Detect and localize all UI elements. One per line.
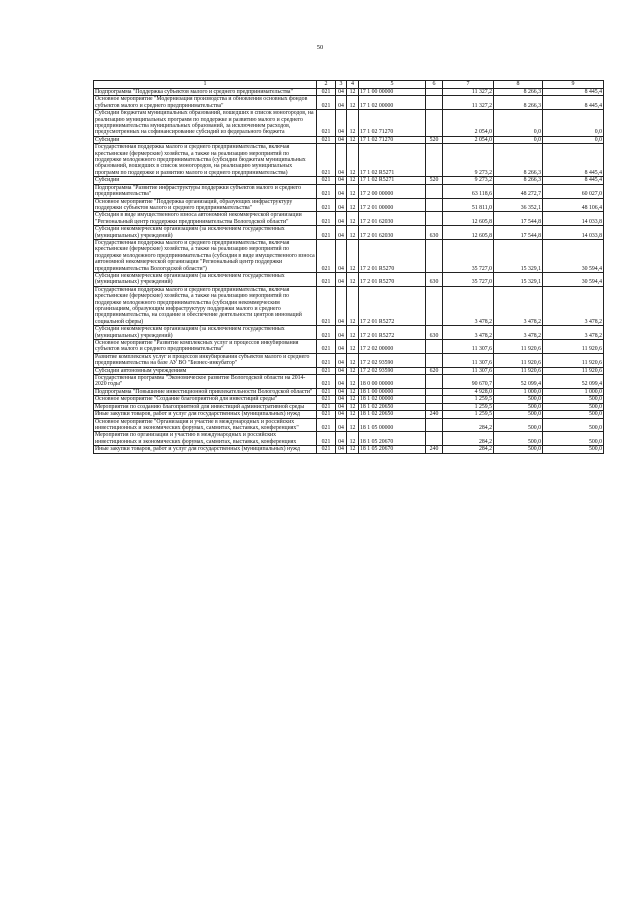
- row-amount-2: 11 920,6: [494, 340, 543, 354]
- row-amount-2: 8 266,3: [494, 96, 543, 110]
- table-row: [94, 375, 604, 389]
- row-amount-2: 0,0: [494, 136, 543, 143]
- table-row: [94, 177, 604, 184]
- row-name: Основное мероприятие "Развитие комплексных услуг и процессов инкубирования субъектов малого и среднего предпринимательства": [94, 340, 317, 354]
- row-amount-2: 17 544,8: [494, 226, 543, 240]
- header-cell: 4: [347, 81, 359, 89]
- row-expense-type: 630: [426, 226, 443, 240]
- row-amount-1: 2 054,0: [443, 136, 494, 143]
- row-amount-2: 15 329,1: [494, 239, 543, 272]
- table-row: [94, 326, 604, 340]
- row-amount-3: 0,0: [543, 110, 604, 137]
- row-expense-type: [426, 198, 443, 212]
- row-subsection: 12: [347, 396, 359, 403]
- table-row: [94, 198, 604, 212]
- row-amount-3: 8 445,4: [543, 96, 604, 110]
- row-admin-code: 021: [317, 212, 336, 226]
- row-subsection: 12: [347, 411, 359, 418]
- row-expense-type: [426, 403, 443, 410]
- row-target-code: 17 2 01 00000: [359, 198, 426, 212]
- row-amount-1: 284,2: [443, 446, 494, 453]
- header-cell: 9: [543, 81, 604, 89]
- row-amount-3: 500,0: [543, 432, 604, 446]
- row-amount-2: 500,0: [494, 418, 543, 432]
- row-amount-3: 500,0: [543, 418, 604, 432]
- row-amount-2: 500,0: [494, 403, 543, 410]
- row-amount-1: 9 273,2: [443, 144, 494, 177]
- row-amount-2: 1 000,0: [494, 388, 543, 395]
- row-subsection: 12: [347, 177, 359, 184]
- row-section: 04: [336, 326, 347, 340]
- row-amount-1: 11 327,2: [443, 96, 494, 110]
- table-row: [94, 396, 604, 403]
- row-amount-1: 284,2: [443, 432, 494, 446]
- table-row: [94, 432, 604, 446]
- row-name: Субсидии: [94, 177, 317, 184]
- row-expense-type: 240: [426, 411, 443, 418]
- row-subsection: 12: [347, 226, 359, 240]
- row-name: Основное мероприятие "Создание благоприятной для инвестиций среды": [94, 396, 317, 403]
- row-name: Подпрограмма "Развитие инфраструктуры поддержки субъектов малого и среднего предпринимательства": [94, 184, 317, 198]
- row-admin-code: 021: [317, 110, 336, 137]
- row-section: 04: [336, 403, 347, 410]
- row-expense-type: [426, 212, 443, 226]
- table-row: [94, 96, 604, 110]
- row-target-code: 17 2 02 93590: [359, 353, 426, 367]
- row-admin-code: 021: [317, 411, 336, 418]
- row-admin-code: 021: [317, 446, 336, 453]
- row-amount-1: 11 307,6: [443, 353, 494, 367]
- row-expense-type: [426, 396, 443, 403]
- row-section: 04: [336, 446, 347, 453]
- row-expense-type: [426, 432, 443, 446]
- row-amount-3: 30 594,4: [543, 239, 604, 272]
- row-expense-type: [426, 340, 443, 354]
- row-admin-code: 021: [317, 326, 336, 340]
- row-subsection: 12: [347, 89, 359, 96]
- row-amount-3: 30 594,4: [543, 272, 604, 286]
- row-target-code: 17 2 01 R5272: [359, 326, 426, 340]
- row-subsection: 12: [347, 446, 359, 453]
- row-amount-1: 9 273,2: [443, 177, 494, 184]
- row-amount-3: 52 099,4: [543, 375, 604, 389]
- row-subsection: 12: [347, 184, 359, 198]
- row-name: Основное мероприятие "Поддержка организаций, образующих инфраструктуру поддержки субъектов малого и среднего предпринимательства": [94, 198, 317, 212]
- row-expense-type: [426, 184, 443, 198]
- row-section: 04: [336, 212, 347, 226]
- row-subsection: 12: [347, 96, 359, 110]
- row-amount-1: 63 118,6: [443, 184, 494, 198]
- row-amount-3: 500,0: [543, 403, 604, 410]
- row-amount-2: 8 266,3: [494, 89, 543, 96]
- row-target-code: 17 1 02 R5271: [359, 177, 426, 184]
- row-target-code: 17 2 01 62030: [359, 212, 426, 226]
- row-admin-code: 021: [317, 144, 336, 177]
- row-expense-type: [426, 110, 443, 137]
- table-body: [94, 89, 604, 454]
- row-subsection: 12: [347, 136, 359, 143]
- row-expense-type: [426, 286, 443, 325]
- row-target-code: 18 1 05 00000: [359, 418, 426, 432]
- row-admin-code: 021: [317, 375, 336, 389]
- row-target-code: 17 2 01 R5270: [359, 272, 426, 286]
- row-admin-code: 021: [317, 96, 336, 110]
- row-subsection: 12: [347, 432, 359, 446]
- row-expense-type: 520: [426, 177, 443, 184]
- row-target-code: 17 1 02 00000: [359, 96, 426, 110]
- row-expense-type: 240: [426, 446, 443, 453]
- row-target-code: 17 1 02 71270: [359, 136, 426, 143]
- row-subsection: 12: [347, 340, 359, 354]
- row-admin-code: 021: [317, 403, 336, 410]
- row-amount-3: 3 478,2: [543, 326, 604, 340]
- table-row: [94, 353, 604, 367]
- row-amount-2: 3 478,2: [494, 326, 543, 340]
- row-amount-1: 12 605,8: [443, 226, 494, 240]
- row-amount-1: 1 259,5: [443, 403, 494, 410]
- row-amount-3: 8 445,4: [543, 89, 604, 96]
- row-amount-3: 0,0: [543, 136, 604, 143]
- row-amount-3: 8 445,4: [543, 144, 604, 177]
- table-row: [94, 212, 604, 226]
- row-section: 04: [336, 340, 347, 354]
- row-amount-1: 1 259,5: [443, 411, 494, 418]
- table-row: [94, 226, 604, 240]
- row-expense-type: 630: [426, 326, 443, 340]
- header-cell: 7: [443, 81, 494, 89]
- row-section: 04: [336, 177, 347, 184]
- row-admin-code: 021: [317, 89, 336, 96]
- row-amount-3: 60 027,0: [543, 184, 604, 198]
- row-expense-type: [426, 353, 443, 367]
- row-amount-1: 4 928,0: [443, 388, 494, 395]
- row-amount-1: 35 727,0: [443, 272, 494, 286]
- row-amount-3: 3 478,2: [543, 286, 604, 325]
- row-amount-3: 14 033,8: [543, 212, 604, 226]
- row-amount-1: 11 327,2: [443, 89, 494, 96]
- row-subsection: 12: [347, 286, 359, 325]
- row-amount-3: 500,0: [543, 396, 604, 403]
- row-section: 04: [336, 226, 347, 240]
- row-amount-3: 500,0: [543, 411, 604, 418]
- row-expense-type: 630: [426, 272, 443, 286]
- row-name: Субсидии некоммерческим организациям (за исключением государственных (муниципальных) учреждений): [94, 326, 317, 340]
- row-admin-code: 021: [317, 286, 336, 325]
- row-name: Субсидии: [94, 136, 317, 143]
- row-section: 04: [336, 353, 347, 367]
- row-expense-type: 520: [426, 136, 443, 143]
- row-amount-1: 35 727,0: [443, 239, 494, 272]
- table-row: [94, 340, 604, 354]
- row-section: 04: [336, 396, 347, 403]
- row-admin-code: 021: [317, 184, 336, 198]
- header-cell: 2: [317, 81, 336, 89]
- row-section: 04: [336, 96, 347, 110]
- row-admin-code: 021: [317, 432, 336, 446]
- row-amount-2: 52 099,4: [494, 375, 543, 389]
- row-amount-1: 12 605,8: [443, 212, 494, 226]
- row-subsection: 12: [347, 418, 359, 432]
- row-subsection: 12: [347, 403, 359, 410]
- row-name: Мероприятия по созданию благоприятной для инвестиций административной среды: [94, 403, 317, 410]
- row-admin-code: 021: [317, 353, 336, 367]
- row-amount-2: 500,0: [494, 411, 543, 418]
- row-expense-type: [426, 239, 443, 272]
- row-amount-2: 36 352,1: [494, 198, 543, 212]
- page-number: 50: [316, 44, 324, 51]
- table-row: [94, 144, 604, 177]
- row-amount-3: 48 106,4: [543, 198, 604, 212]
- header-cell: 8: [494, 81, 543, 89]
- row-amount-3: 1 000,0: [543, 388, 604, 395]
- row-amount-3: 11 920,6: [543, 353, 604, 367]
- row-subsection: 12: [347, 239, 359, 272]
- header-cell: 1: [94, 81, 317, 89]
- table-row: [94, 89, 604, 96]
- row-section: 04: [336, 136, 347, 143]
- row-section: 04: [336, 432, 347, 446]
- row-section: 04: [336, 110, 347, 137]
- row-subsection: 12: [347, 198, 359, 212]
- row-target-code: 18 1 05 20670: [359, 432, 426, 446]
- row-amount-1: 1 259,5: [443, 396, 494, 403]
- row-section: 04: [336, 411, 347, 418]
- row-admin-code: 021: [317, 226, 336, 240]
- row-target-code: 17 2 01 62030: [359, 226, 426, 240]
- row-expense-type: [426, 388, 443, 395]
- row-amount-1: 3 478,2: [443, 326, 494, 340]
- row-expense-type: [426, 375, 443, 389]
- table-row: [94, 184, 604, 198]
- row-target-code: 17 1 02 71270: [359, 110, 426, 137]
- row-amount-1: 3 478,2: [443, 286, 494, 325]
- row-amount-3: 11 920,6: [543, 367, 604, 374]
- row-section: 04: [336, 418, 347, 432]
- row-subsection: 12: [347, 326, 359, 340]
- row-name: Государственная поддержка малого и среднего предпринимательства, включая крестьянские (фермерские) хозяйства, а также на реализацию мероприятий по поддержке молодежного предпринимательства (субсидия в виде имущественного взноса автономной некоммерческой организации "Региональный центр поддержки предпринимательства Вологодской области"): [95, 239, 315, 272]
- table-row: [94, 110, 604, 137]
- row-name: Субсидия в виде имущественного взноса автономной некоммерческой организации "Региональный центр поддержки предпринимательства Вологодской области": [94, 212, 317, 226]
- row-section: 04: [336, 89, 347, 96]
- row-target-code: 17 2 01 R5270: [359, 239, 426, 272]
- row-section: 04: [336, 367, 347, 374]
- row-target-code: 18 1 05 20670: [359, 446, 426, 453]
- row-name: Иные закупки товаров, работ и услуг для государственных (муниципальных) нужд: [94, 446, 317, 453]
- row-amount-3: 14 033,8: [543, 226, 604, 240]
- row-admin-code: 021: [317, 136, 336, 143]
- row-admin-code: 021: [317, 388, 336, 395]
- row-target-code: 17 2 00 00000: [359, 184, 426, 198]
- row-subsection: 12: [347, 353, 359, 367]
- row-amount-2: 8 266,3: [494, 144, 543, 177]
- table-row: [94, 286, 604, 325]
- table-row: [94, 388, 604, 395]
- row-name: Субсидии некоммерческим организациям (за исключением государственных (муниципальных) учреждений): [94, 226, 317, 240]
- row-amount-1: 11 307,6: [443, 340, 494, 354]
- row-name: Основное мероприятие "Организация и участие в международных и российских инвестиционных и экономических форумах, саммитах, выставках, конференциях": [94, 418, 317, 432]
- row-expense-type: [426, 89, 443, 96]
- row-admin-code: 021: [317, 396, 336, 403]
- budget-table: [93, 80, 604, 454]
- row-name: Подпрограмма "Повышение инвестиционной привлекательности Вологодской области": [94, 388, 317, 395]
- row-amount-2: 500,0: [494, 446, 543, 453]
- row-subsection: 12: [347, 110, 359, 137]
- row-admin-code: 021: [317, 418, 336, 432]
- row-target-code: 18 0 00 00000: [359, 375, 426, 389]
- row-name: Основное мероприятие "Модернизация производства и обновления основных фондов субъектов малого и среднего предпринимательства": [94, 96, 317, 110]
- row-name: Государственная поддержка малого и среднего предпринимательства, включая крестьянские (фермерские) хозяйства, а также на реализацию мероприятий по поддержке молодежного предпринимательства (субсидии бюджетам муниципальных образований, вошедших в список моногородов, на реализацию муниципальных программ по поддержке и развитию малого и среднего предпринимательства): [94, 144, 317, 177]
- row-amount-2: 17 544,8: [494, 212, 543, 226]
- table-row: [94, 411, 604, 418]
- header-cell: 3: [336, 81, 347, 89]
- row-amount-2: 11 920,6: [494, 367, 543, 374]
- row-name: Субсидии бюджетам муниципальных образований, вошедших в список моногородов, на реализацию муниципальных программ по поддержке и развитию малого и среднего предпринимательства муниципальных образований, за исключением расходов, предусмотренных на софинансирование субсидий из федерального бюджета: [94, 110, 317, 137]
- table-row: [94, 418, 604, 432]
- row-name: Государственная программа "Экономическое развитие Вологодской области на 2014-2020 годы": [94, 375, 317, 389]
- row-target-code: 17 2 01 R5272: [359, 286, 426, 325]
- row-amount-2: 8 266,3: [494, 177, 543, 184]
- row-amount-2: 500,0: [494, 432, 543, 446]
- row-admin-code: 021: [317, 340, 336, 354]
- table-row: [94, 367, 604, 374]
- table-row: [94, 403, 604, 410]
- row-admin-code: 021: [317, 272, 336, 286]
- row-admin-code: 021: [317, 198, 336, 212]
- row-section: 04: [336, 272, 347, 286]
- header-cell: 6: [426, 81, 443, 89]
- row-amount-2: 48 272,7: [494, 184, 543, 198]
- row-target-code: 17 2 02 00000: [359, 340, 426, 354]
- row-admin-code: 021: [317, 177, 336, 184]
- row-subsection: 12: [347, 144, 359, 177]
- row-section: 04: [336, 286, 347, 325]
- row-target-code: 17 2 02 93590: [359, 367, 426, 374]
- row-name: Развитие комплексных услуг и процессов инкубирования субъектов малого и среднего предпринимательства на базе АУ ВО "Бизнес-инкубатор": [94, 353, 317, 367]
- row-expense-type: [426, 96, 443, 110]
- row-target-code: 17 1 00 00000: [359, 89, 426, 96]
- row-amount-1: 2 054,0: [443, 110, 494, 137]
- row-subsection: 12: [347, 375, 359, 389]
- row-expense-type: [426, 418, 443, 432]
- row-section: 04: [336, 375, 347, 389]
- header-row: [94, 81, 604, 89]
- row-amount-2: 3 478,2: [494, 286, 543, 325]
- row-name: Мероприятия по организации и участию в международных и российских инвестиционных и экономических форумах, саммитах, выставках, конференциях: [94, 432, 317, 446]
- row-amount-2: 500,0: [494, 396, 543, 403]
- row-amount-3: 8 445,4: [543, 177, 604, 184]
- row-subsection: 12: [347, 212, 359, 226]
- row-admin-code: 021: [317, 367, 336, 374]
- row-section: 04: [336, 388, 347, 395]
- row-subsection: 12: [347, 367, 359, 374]
- row-amount-1: 90 670,7: [443, 375, 494, 389]
- row-section: 04: [336, 198, 347, 212]
- row-subsection: 12: [347, 272, 359, 286]
- row-name: Иные закупки товаров, работ и услуг для государственных (муниципальных) нужд: [94, 411, 317, 418]
- row-subsection: 12: [347, 388, 359, 395]
- table-row: [94, 239, 604, 272]
- row-name: Субсидии автономным учреждениям: [94, 367, 317, 374]
- row-target-code: 18 1 00 00000: [359, 388, 426, 395]
- row-amount-1: 51 811,0: [443, 198, 494, 212]
- row-section: 04: [336, 184, 347, 198]
- row-amount-3: 11 920,6: [543, 340, 604, 354]
- row-expense-type: 620: [426, 367, 443, 374]
- row-amount-2: 11 920,6: [494, 353, 543, 367]
- row-target-code: 18 1 02 20650: [359, 403, 426, 410]
- row-name: Государственная поддержка малого и среднего предпринимательства, включая крестьянские (фермерские) хозяйства, а также на реализацию мероприятий по поддержке молодежного предпринимательства (субсидия некоммерческим организациям, образующим инфраструктуру поддержки малого и среднего предпринимательства, на создание и обеспечение деятельности центров инноваций социальной сферы): [94, 286, 317, 325]
- row-target-code: 17 1 02 R5271: [359, 144, 426, 177]
- table-row: [94, 446, 604, 453]
- row-admin-code: 021: [317, 239, 336, 272]
- row-section: 04: [336, 144, 347, 177]
- row-name: Субсидии некоммерческим организациям (за исключением государственных (муниципальных) учреждений): [94, 272, 317, 286]
- table-row: [94, 272, 604, 286]
- row-expense-type: [426, 144, 443, 177]
- row-amount-2: 0,0: [494, 110, 543, 137]
- table-row: [94, 136, 604, 143]
- row-section: 04: [336, 239, 347, 272]
- row-target-code: 18 1 02 20650: [359, 411, 426, 418]
- header-cell: 5: [359, 81, 426, 89]
- row-target-code: 18 1 02 00000: [359, 396, 426, 403]
- row-amount-1: 11 307,6: [443, 367, 494, 374]
- row-amount-1: 284,2: [443, 418, 494, 432]
- row-name: Подпрограмма "Поддержка субъектов малого и среднего предпринимательства": [94, 89, 317, 96]
- row-amount-3: 500,0: [543, 446, 604, 453]
- row-amount-2: 15 329,1: [494, 272, 543, 286]
